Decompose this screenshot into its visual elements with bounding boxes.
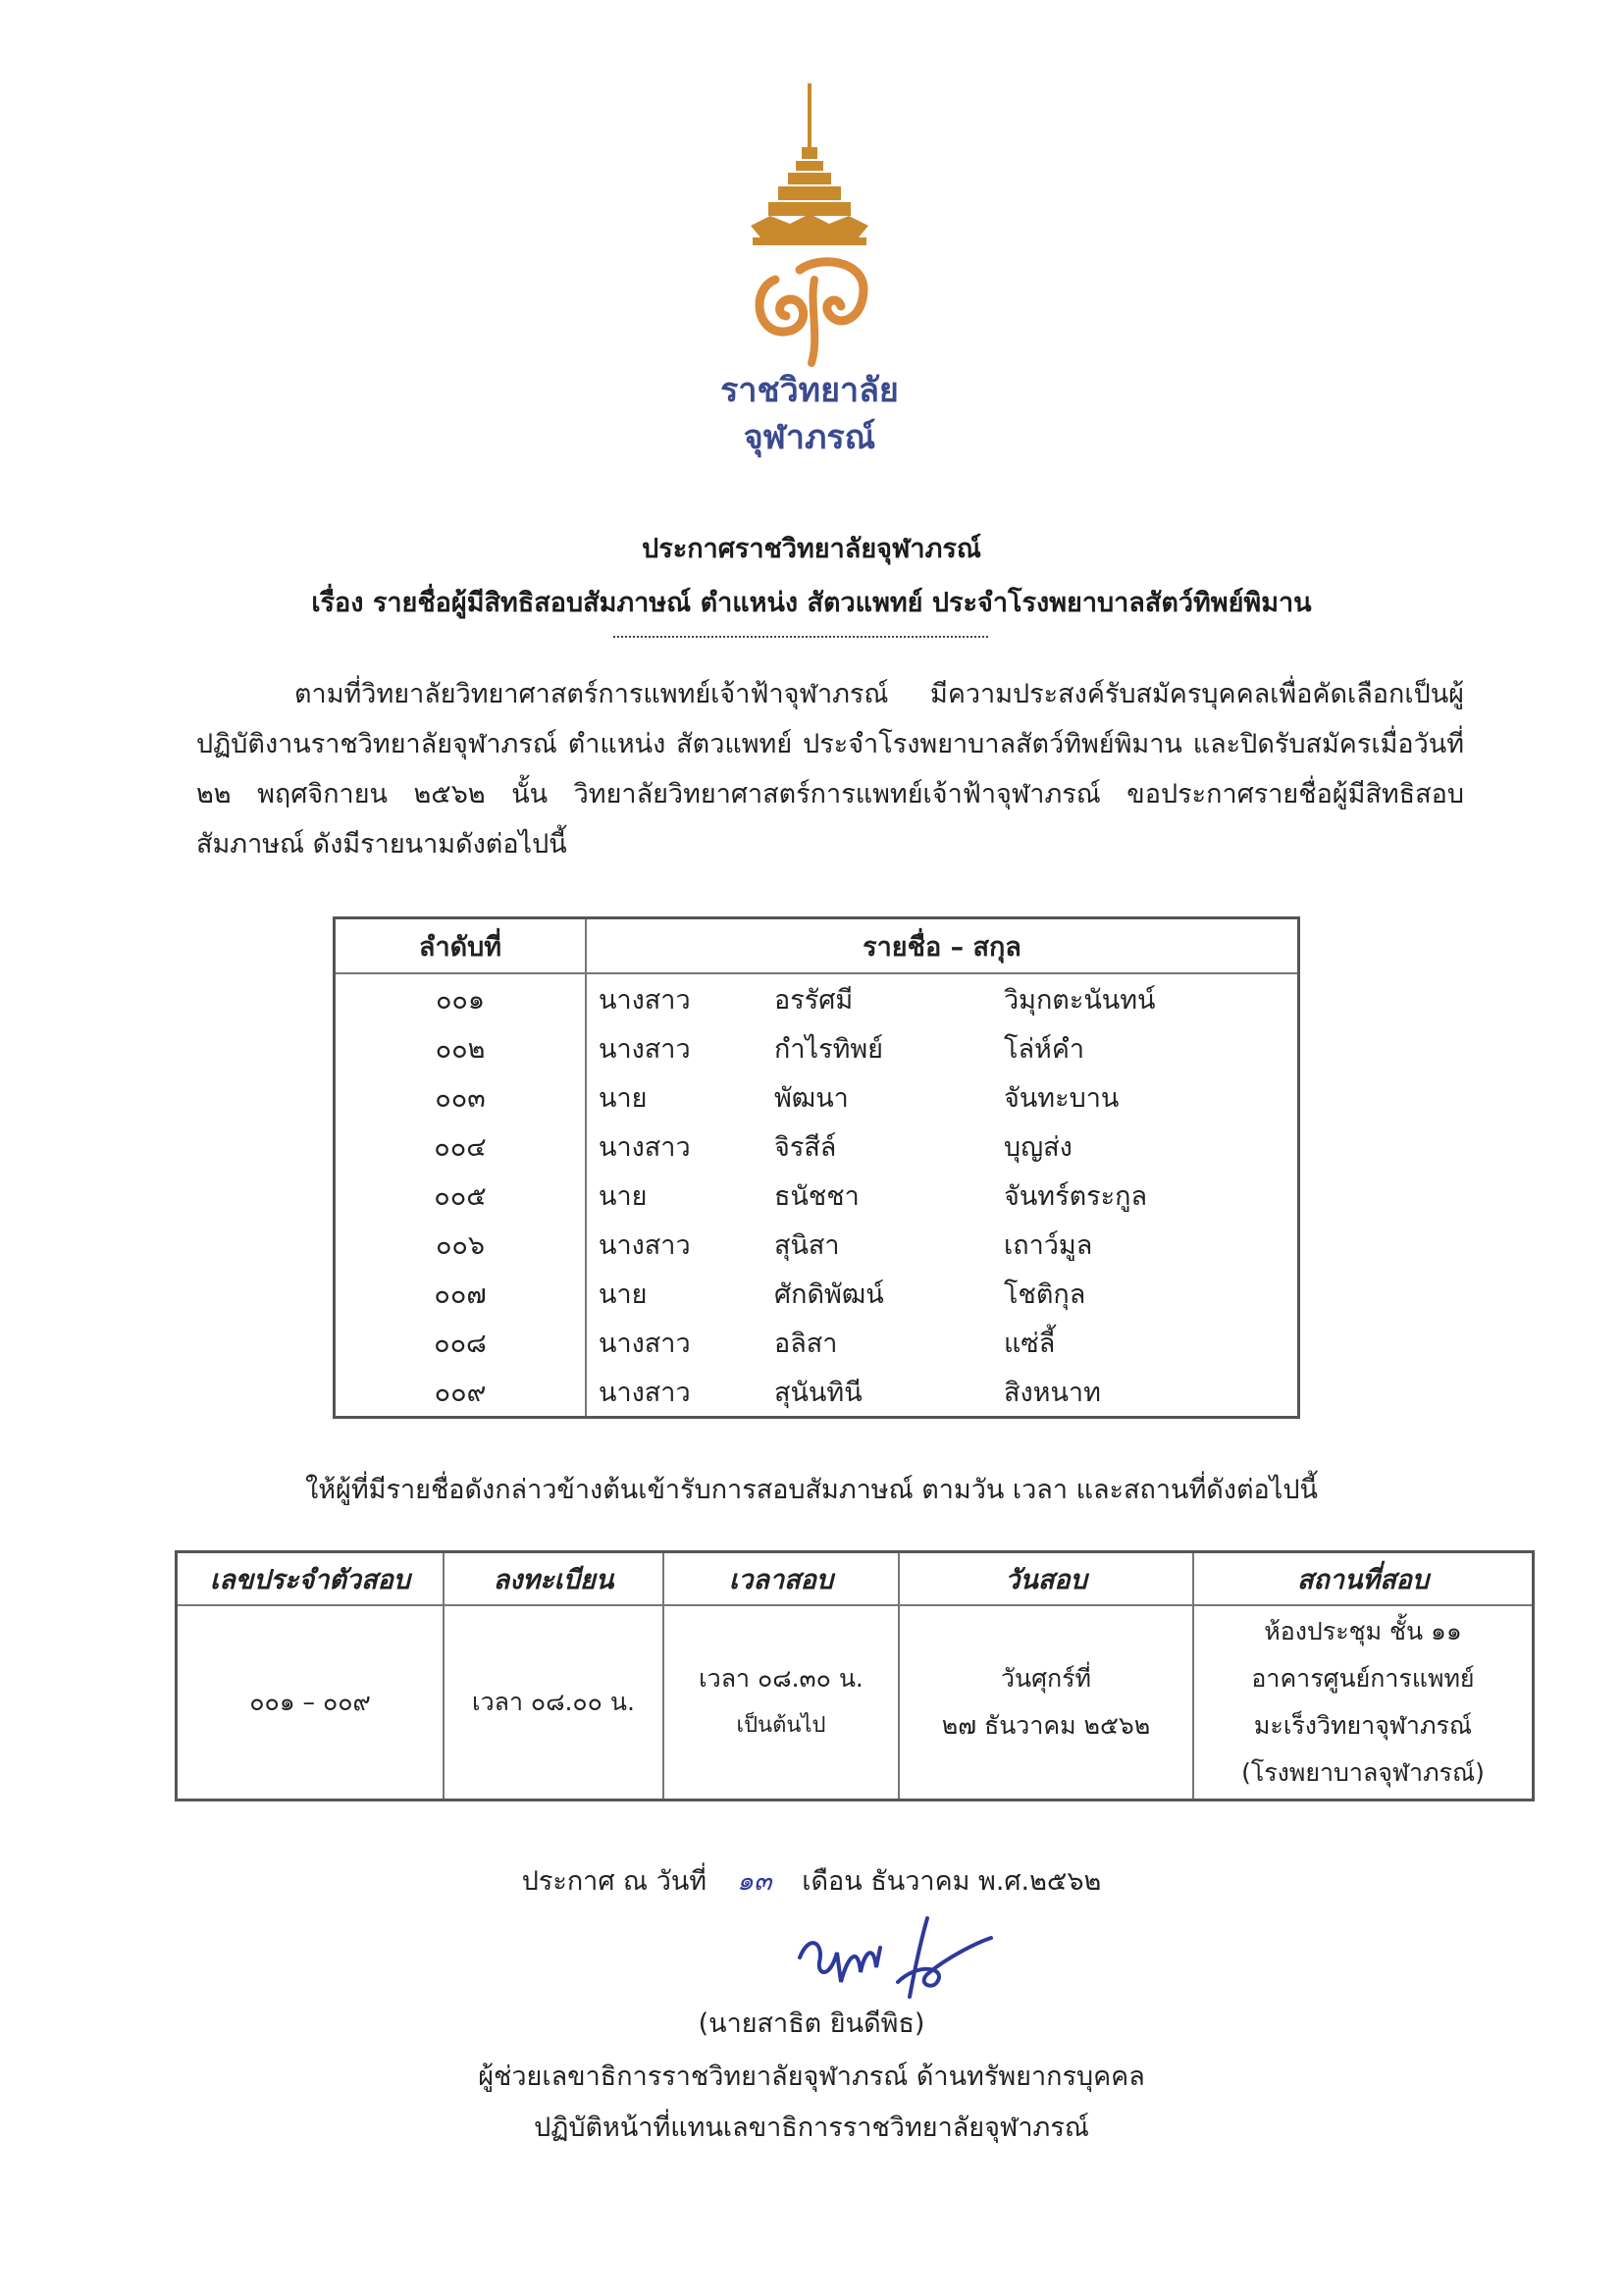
candidates-table [333,916,1300,1419]
date-suffix: เดือน ธันวาคม พ.ศ.๒๕๖๒ [802,1866,1102,1897]
exam-place-line1: ห้องประชุม ชั้น ๑๑ [1264,1616,1462,1645]
exam-time-line2: เป็นต้นไป [736,1712,826,1738]
table-row [335,1220,1299,1269]
candidate-last-name: โล่ห์คำ [1004,1033,1085,1065]
table-row [335,973,1299,1023]
candidate-prefix: นาย [599,1082,648,1114]
announcement-title: ประกาศราชวิทยาลัยจุฬาภรณ์ [642,534,981,564]
exam-place [1193,1605,1534,1800]
candidate-prefix: นางสาว [599,1328,691,1359]
schedule-header-row [177,1552,1534,1606]
candidate-last-name: เถาว์มูล [1004,1229,1093,1261]
exam-time [663,1605,899,1800]
candidate-first-name: พัฒนา [774,1082,849,1114]
header-exam-id: เลขประจำตัวสอบ [177,1552,445,1606]
candidate-no: ๐๐๒ [335,1023,587,1072]
royal-crest-icon [682,78,937,373]
signature-icon [790,1913,996,2011]
header-exam-date: วันสอบ [899,1552,1193,1606]
exam-date-line1: วันศุกร์ที่ [1000,1663,1092,1693]
candidate-first-name: สุนิสา [774,1229,840,1261]
candidate-prefix: นางสาว [599,1229,691,1261]
schedule-table [175,1550,1535,1801]
candidate-no: ๐๐๔ [335,1122,587,1171]
candidate-prefix: นางสาว [599,984,691,1016]
candidate-last-name: สิงหนาท [1004,1377,1101,1408]
candidate-no: ๐๐๘ [335,1318,587,1367]
header-full-name: รายชื่อ – สกุล [586,918,1299,974]
candidate-no: ๐๐๑ [335,973,587,1023]
candidate-last-name: โชติกุล [1004,1278,1086,1310]
header-register: ลงทะเบียน [444,1552,663,1606]
candidate-no: ๐๐๗ [335,1269,587,1318]
exam-place-line2: อาคารศูนย์การแพทย์ [1251,1663,1475,1693]
candidate-last-name: จันทร์ตระกูล [1004,1180,1148,1212]
table-row [335,1072,1299,1122]
candidate-no: ๐๐๕ [335,1171,587,1220]
candidate-prefix: นาย [599,1180,648,1212]
intro-paragraph [196,669,1464,869]
table-row [335,1318,1299,1367]
header-order-no: ลำดับที่ [335,918,587,974]
candidate-first-name: จิรสีล์ [774,1131,837,1163]
candidate-first-name: อลิสา [774,1328,838,1359]
schedule-row [177,1605,1534,1800]
date-day: ๑๓ [736,1866,772,1897]
exam-time-line1: เวลา ๐๘.๓๐ น. [699,1663,864,1693]
exam-place-line3: มะเร็งวิทยาจุฬาภรณ์ [1253,1710,1473,1740]
exam-place-line4: (โรงพยาบาลจุฬาภรณ์) [1241,1757,1485,1787]
announcement-subject: เรื่อง รายชื่อผู้มีสิทธิสอบสัมภาษณ์ ตำแหน่ง สัตวแพทย์ ประจำโรงพยาบาลสัตว์ทิพย์พิมาน [311,588,1312,618]
table-row [335,1171,1299,1220]
candidate-first-name: สุนันทินี [774,1377,863,1408]
candidate-last-name: วิมุกตะนันทน์ [1004,984,1156,1016]
table-row [335,1122,1299,1171]
candidate-no: ๐๐๖ [335,1220,587,1269]
logo-text-line2: จุฬาภรณ์ [743,418,876,457]
signer-position-2: ปฏิบัติหน้าที่แทนเลขาธิการราชวิทยาลัยจุฬาภรณ์ [534,2113,1089,2143]
candidates-header-row [335,918,1299,974]
candidate-first-name: กำไรทิพย์ [774,1033,884,1065]
exam-id-range: ๐๐๑ – ๐๐๙ [177,1605,445,1800]
exam-date [899,1605,1193,1800]
candidate-first-name: อรรัศมี [774,984,854,1016]
candidates-body [335,973,1299,1418]
exam-date-line2: ๒๗ ธันวาคม ๒๕๖๒ [941,1710,1151,1740]
candidate-first-name: ธนัชชา [774,1180,860,1212]
candidate-last-name: บุญส่ง [1004,1131,1073,1163]
announcement-date [0,1859,1623,1902]
candidate-last-name: แซ่ลี้ [1004,1328,1056,1359]
institution-logo [682,78,937,466]
candidate-prefix: นางสาว [599,1131,691,1163]
table-row [335,1269,1299,1318]
candidate-last-name: จันทะบาน [1004,1082,1120,1114]
signer-name: (นายสาธิต ยินดีพิธ) [698,2009,925,2039]
title-divider [613,636,988,638]
candidate-no: ๐๐๙ [335,1367,587,1418]
candidate-no: ๐๐๓ [335,1072,587,1122]
table-row [335,1367,1299,1418]
header-exam-time: เวลาสอบ [663,1552,899,1606]
candidate-prefix: นาย [599,1278,648,1310]
register-time: เวลา ๐๘.๐๐ น. [444,1605,663,1800]
date-prefix: ประกาศ ณ วันที่ [521,1866,707,1897]
candidate-first-name: ศักดิพัฒน์ [774,1278,884,1310]
instruction-text: ให้ผู้ที่มีรายชื่อดังกล่าวข้างต้นเข้ารับการสอบสัมภาษณ์ ตามวัน เวลา และสถานที่ดังต่อไปนี้ [305,1475,1318,1505]
candidate-prefix: นางสาว [599,1377,691,1408]
logo-text-line1: ราชวิทยาลัย [720,371,899,410]
intro-text: ตามที่วิทยาลัยวิทยาศาสตร์การแพทย์เจ้าฟ้าจุฬาภรณ์ มีความประสงค์รับสมัครบุคคลเพื่อคัดเลือกเป็นผู้ปฏิบัติงานราชวิทยาลัยจุฬาภรณ์ ตำแหน่ง สัตวแพทย์ ประจำโรงพยาบาลสัตว์ทิพย์พิมาน และปิดรับสมัครเมื่อวันที่ ๒๒ พฤศจิกายน ๒๕๖๒ นั้น วิทยาลัยวิทยาศาสตร์การแพทย์เจ้าฟ้าจุฬาภรณ์ ขอประกาศรายชื่อผู้มีสิทธิสอบสัมภาษณ์ ดังมีรายนามดังต่อไปนี้ [196,679,1464,860]
header-exam-place: สถานที่สอบ [1193,1552,1534,1606]
signer-position-1: ผู้ช่วยเลขาธิการราชวิทยาลัยจุฬาภรณ์ ด้านทรัพยากรบุคคล [478,2061,1145,2092]
candidate-prefix: นางสาว [599,1033,691,1065]
table-row [335,1023,1299,1072]
